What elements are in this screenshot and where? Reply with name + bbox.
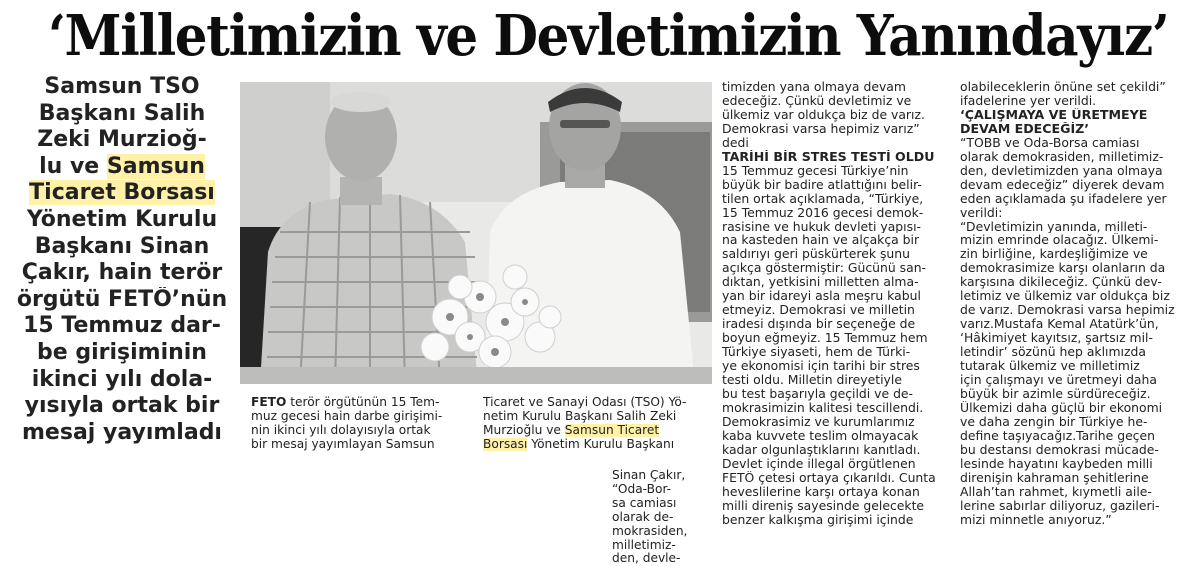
body-line: letindir’ sözünü hep aklımızda <box>960 345 1146 360</box>
body-line: timizden yana olmaya devam <box>722 80 906 94</box>
lead-line: Samsun TSO <box>44 74 200 99</box>
caption-line: milletimiz- <box>612 538 676 552</box>
lead-line: yısıyla ortak bir <box>24 393 220 419</box>
lead-summary <box>8 74 236 446</box>
photo-caption-left <box>251 396 473 452</box>
news-photo <box>240 82 712 384</box>
body-line: büyük bir azimle sürdüreceğiz. <box>960 386 1151 401</box>
lead-line: ikinci yılı dola- <box>31 366 213 392</box>
body-line: eden açıklamada şu ifadelere yer <box>960 191 1167 206</box>
caption-line: Ticaret ve Sanayi Odası (TSO) Yö- <box>483 396 687 409</box>
body-line: varız.Mustafa Kemal Atatürk’ün, <box>960 317 1159 332</box>
body-line: testi oldu. Milletin direyetiyle <box>722 373 902 387</box>
caption-line: mokrasiden, <box>612 524 688 538</box>
body-line: ‘Hâkimiyet kayıtsız, şartsız mil- <box>960 331 1153 346</box>
body-line: kaba kuvvete teslim olmayacak <box>722 428 919 443</box>
subheading: TARİHİ BİR STRES TESTİ OLDU <box>722 149 935 164</box>
lead-highlight: Samsun <box>106 153 205 179</box>
body-line: FETÖ çetesi ortaya çıkarıldı. Cunta <box>722 470 936 485</box>
body-line: edeceğiz. Çünkü devletimiz ve <box>722 93 912 108</box>
caption-line: Borsası Yönetim Kurulu Başkanı <box>483 437 675 451</box>
caption-line: Sinan Çakır, <box>612 469 686 482</box>
body-line: milli direniş sayesinde gelecekte <box>722 498 925 513</box>
photo-caption-right <box>483 396 705 452</box>
body-line: dıktan, yetkisini milletten alma- <box>722 275 919 290</box>
body-line: lesinde hayatını kaybeden milli <box>960 456 1153 471</box>
body-line: ifadelerine yer verildi. <box>960 93 1097 108</box>
lead-line: 15 Temmuz dar- <box>23 313 221 339</box>
body-line: olarak demokrasiden, milletimiz- <box>960 149 1164 164</box>
caption-line: FETÖ terör örgütünün 15 Tem- <box>251 396 440 409</box>
lead-line: örgütü FETÖ’nün <box>16 286 228 312</box>
lead-line: Zeki Murzioğ- <box>37 127 207 153</box>
subheading: DEVAM EDECEĞİZ’ <box>960 121 1090 136</box>
body-line: yan bir idareyi asla meşru kabul <box>722 289 921 304</box>
lead-highlight: Ticaret Borsası <box>29 180 215 206</box>
body-line: ve daha zengin bir Türkiye he- <box>960 414 1148 429</box>
body-line: saldırıyı geri püskürterek şunu <box>722 247 910 262</box>
lead-line: lu ve Samsun <box>39 153 205 179</box>
body-line: Allah’tan rahmet, kıymetli aile- <box>960 484 1152 499</box>
body-line: etmeyiz. Demokrasi ve milletin <box>722 303 915 318</box>
body-line: benzer kalkışma girişimi içinde <box>722 512 914 527</box>
caption-line: “Oda-Bor- <box>612 482 672 496</box>
lead-line: Başkanı Salih <box>38 100 206 126</box>
body-line: zin birliğine, kardeşliğimize ve <box>960 247 1148 262</box>
body-line: define taşıyacağız.Tarihe geçen <box>960 428 1155 443</box>
body-line: Demokrasimiz ve kurumlarımız <box>722 414 915 429</box>
body-line: bu test başarıyla geçildi ve de- <box>722 386 914 401</box>
caption-line: sa camiası <box>612 496 677 510</box>
body-line: den, devletimizden yana olmaya <box>960 163 1163 178</box>
body-line: demokrasimize karşı olanların da <box>960 261 1166 276</box>
caption-lead-word: FETÖ <box>251 396 287 409</box>
lead-line <box>8 180 236 207</box>
body-line: bu destansı demokrasi mücade- <box>960 442 1159 457</box>
lead-line: Yönetim Kurulu <box>26 206 218 232</box>
article-column-4 <box>960 80 1192 527</box>
body-line: 15 Temmuz 2016 gecesi demok- <box>722 205 924 220</box>
headline: ‘Milletimizin ve Devletimizin Yanındayız’ <box>48 3 1169 69</box>
body-line: Ülkemizi daha güçlü bir ekonomi <box>960 400 1163 415</box>
body-line: tutarak ülkemiz ve milletimiz <box>960 359 1140 374</box>
body-line: boyun eğmeyiz. 15 Temmuz hem <box>722 331 928 346</box>
body-line: na kasteden hain ve alçakça bir <box>722 233 920 248</box>
article-column-3 <box>722 80 950 527</box>
caption-highlight: Borsası <box>483 437 528 451</box>
body-line: letimiz ve ülkemiz var oldukça biz <box>960 289 1170 304</box>
body-line: iradesi dışında bir seçeneğe de <box>722 317 916 332</box>
body-line: kadar olgunlaştıklarını kanıtladı. <box>722 442 921 457</box>
body-line: için çalışmayı ve üretmeyi daha <box>960 373 1157 387</box>
caption-line: olarak de- <box>612 510 674 524</box>
body-line: direnişin kahraman şehitlerine <box>960 470 1149 485</box>
body-line: açıkça göstermiştir: Gücünü san- <box>722 261 927 276</box>
lead-line: Çakır, hain terör <box>21 260 223 286</box>
photo-illustration <box>240 82 712 384</box>
lead-line: mesaj yayımladı <box>22 419 222 445</box>
body-line: karşısına dikileceğiz. Çünkü dev- <box>960 275 1162 290</box>
body-line: olabileceklerin önüne set çekildi” <box>960 80 1166 94</box>
body-line: Demokrasi varsa hepimiz varız” <box>722 121 920 136</box>
caption-highlight: Samsun Ticaret <box>564 423 660 437</box>
body-line: dedi <box>722 135 749 150</box>
lead-line: be girişiminin <box>37 339 207 365</box>
caption-line: Murzioğlu ve Samsun Ticaret <box>483 423 660 437</box>
body-line: mokrasimizin kalitesi tescillendi. <box>722 400 924 415</box>
caption-line: bir mesaj yayımlayan Samsun <box>251 437 435 451</box>
body-line: ülkemiz var oldukça biz de varız. <box>722 107 925 122</box>
body-line: heveslilerine karşı ortaya konan <box>722 484 920 499</box>
body-line: Türkiye siyaseti, hem de Türki- <box>722 345 911 360</box>
body-line: de varız. Demokrasi varsa hepimiz <box>960 303 1175 318</box>
body-line: büyük bir badire atlattığını belir- <box>722 177 922 192</box>
body-line: ye ekonomisi için tarihi bir stres <box>722 359 920 374</box>
body-line: Devlet içinde illegal örgütlenen <box>722 456 916 471</box>
body-line: 15 Temmuz gecesi Türkiye’nin <box>722 163 909 178</box>
caption-continuation <box>612 469 706 566</box>
body-line: lerine sabırlar diliyoruz, gazileri- <box>960 498 1160 513</box>
body-line: tilen ortak açıklamada, “Türkiye, <box>722 191 924 206</box>
body-line: mizin emrinde olacağız. Ülkemi- <box>960 233 1159 248</box>
body-line: “Devletimizin yanında, milleti- <box>960 219 1148 234</box>
lead-line: Başkanı Sinan <box>34 233 210 259</box>
body-line: devam edeceğiz” diyerek devam <box>960 177 1165 192</box>
caption-line: muz gecesi hain darbe girişimi- <box>251 409 443 423</box>
body-line: “TOBB ve Oda-Borsa camiası <box>960 135 1140 150</box>
body-line: verildi: <box>960 205 1003 220</box>
body-line: rasisine ve hukuk devleti yapısı- <box>722 219 921 234</box>
subheading: ‘ÇALIŞMAYA VE ÜRETMEYE <box>960 107 1148 122</box>
caption-line: netim Kurulu Başkanı Salih Zeki <box>483 409 677 423</box>
caption-line: den, devle- <box>612 552 681 566</box>
caption-line: nin ikinci yılı dolayısıyla ortak <box>251 423 431 437</box>
body-line: mizi minnetle anıyoruz.” <box>960 512 1112 527</box>
